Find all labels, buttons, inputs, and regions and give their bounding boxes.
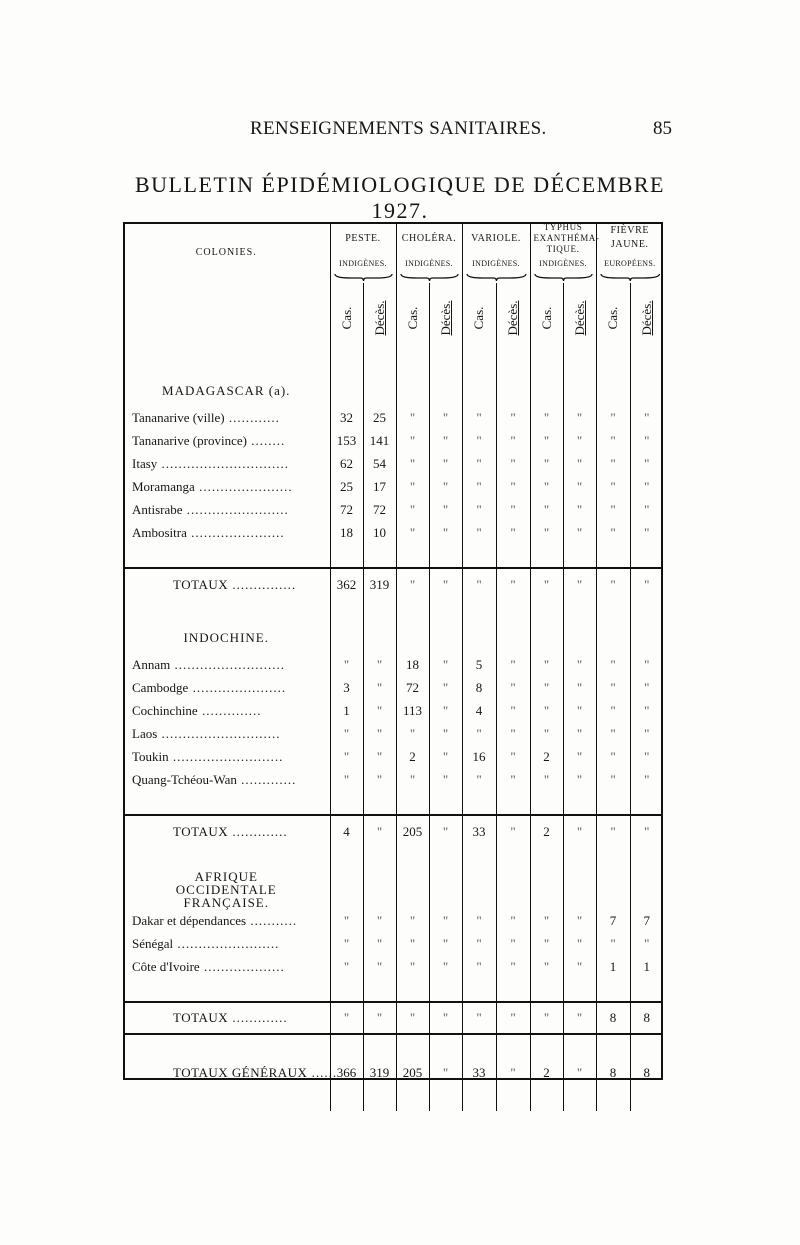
leader-dots: ............. [228,1010,288,1025]
cas-value: 33 [462,1058,496,1088]
cas-value: 4 [330,815,363,847]
cas-value: " [462,955,496,978]
empty-cell [396,1088,429,1111]
cas-value: 72 [330,498,363,521]
table-frame [123,222,663,1080]
deces-value: " [496,768,530,791]
deces-value: " [496,568,530,600]
deces-value: " [563,815,596,847]
cas-value: " [330,745,363,768]
deces-value: " [563,768,596,791]
cas-value: 153 [330,429,363,452]
cas-value: " [396,498,429,521]
deces-value: " [429,406,462,429]
deces-value: " [630,406,663,429]
deces-value: " [429,1058,462,1088]
cas-value: " [396,955,429,978]
deces-label: Décès. [437,300,453,336]
deces-value: " [563,429,596,452]
section-title: AFRIQUE OCCIDENTALE FRANÇAISE. [175,869,277,910]
deces-value: " [429,521,462,544]
cas-value: " [596,429,630,452]
deces-value: " [363,745,396,768]
deces-label: Décès. [638,300,654,336]
deces-value: " [496,406,530,429]
deces-value: " [429,676,462,699]
deces-value: " [563,568,596,600]
deces-value: " [363,815,396,847]
empty-cell [496,1088,530,1111]
spacer-row [123,1088,663,1111]
cas-value: 362 [330,568,363,600]
leader-dots: ........ [246,432,286,448]
cas-value: " [330,1002,363,1034]
cas-value: " [596,406,630,429]
deces-value: " [496,932,530,955]
row-label: TOTAUX [173,1010,229,1025]
leader-dots: ...... [307,1065,338,1080]
empty-cell [630,1088,663,1111]
cas-value: " [462,406,496,429]
deces-value: " [563,955,596,978]
bulletin-title: BULLETIN ÉPIDÉMIOLOGIQUE DE DÉCEMBRE 1927. [135,172,665,223]
cas-value: " [462,1002,496,1034]
deces-value: " [630,452,663,475]
deces-value: " [630,568,663,600]
cas-value: " [396,568,429,600]
cas-value: 205 [396,815,429,847]
row-label: TOTAUX GÉNÉRAUX [173,1065,308,1080]
deces-value: " [429,699,462,722]
cas-value: 2 [530,1058,563,1088]
deces-value: 25 [363,406,396,429]
deces-value: " [429,909,462,932]
cas-value: " [330,768,363,791]
deces-value: " [429,722,462,745]
cas-value: " [462,498,496,521]
disease-name: CHOLÉRA. [401,233,457,244]
deces-value: " [630,722,663,745]
running-title: RENSEIGNEMENTS SANITAIRES. [250,118,547,139]
row-label: Dakar et dépendances [132,912,247,928]
deces-value: " [363,653,396,676]
cas-value: " [462,475,496,498]
cas-value: 8 [596,1058,630,1088]
cas-value: 18 [330,521,363,544]
empty-cell [429,1088,462,1111]
row-label: Toukin [132,748,169,764]
cas-value: " [396,722,429,745]
disease-name: FIÈVRE JAUNE. [610,225,650,250]
cas-value: " [462,932,496,955]
deces-value: " [496,521,530,544]
cas-value: 2 [530,745,563,768]
cas-label: Cas. [538,306,554,330]
cas-value: 33 [462,815,496,847]
cas-value: " [396,475,429,498]
deces-value: " [496,722,530,745]
deces-value: " [630,475,663,498]
deces-label: Décès. [571,300,587,336]
cas-value: 205 [396,1058,429,1088]
deces-value: " [363,699,396,722]
deces-value: " [563,452,596,475]
deces-value: " [630,429,663,452]
deces-value: " [429,768,462,791]
cas-value: " [596,699,630,722]
cas-value: 1 [596,955,630,978]
deces-value: " [496,498,530,521]
page-number: 85 [653,118,672,139]
cas-value: 2 [396,745,429,768]
disease-group: INDIGÈNES. [539,259,587,268]
deces-value: " [363,768,396,791]
cas-value: " [396,406,429,429]
deces-value: " [363,955,396,978]
empty-cell [363,1088,396,1111]
deces-value: 10 [363,521,396,544]
cas-value: " [530,932,563,955]
cas-value: " [530,521,563,544]
deces-value: " [429,475,462,498]
deces-value: " [563,406,596,429]
cas-value: " [462,521,496,544]
row-label: Tananarive (ville) [132,409,225,425]
leader-dots: ............... [228,576,297,592]
empty-cell [330,1088,363,1111]
leader-dots: .......................... [168,748,284,764]
cas-value: 8 [462,676,496,699]
cas-value: " [596,722,630,745]
deces-value: " [496,909,530,932]
deces-value: 8 [630,1058,663,1088]
cas-value: " [462,722,496,745]
deces-value: " [630,653,663,676]
deces-value: " [429,745,462,768]
deces-value: " [496,429,530,452]
deces-value: " [630,768,663,791]
row-label: Tananarive (province) [132,432,247,448]
leader-dots: ........................ [173,935,280,951]
disease-name: VARIOLE. [471,233,521,244]
leader-dots: ........................ [182,501,289,517]
deces-value: " [563,932,596,955]
spacer-cell [123,1088,330,1111]
deces-value: 319 [363,568,396,600]
cas-value: " [530,676,563,699]
cas-value: " [396,452,429,475]
disease-group: INDIGÈNES. [405,259,453,268]
deces-value: " [429,1002,462,1034]
leader-dots: .............................. [157,455,290,471]
cas-value: " [596,498,630,521]
cas-value: " [396,1002,429,1034]
deces-value: " [429,955,462,978]
deces-value: " [496,653,530,676]
deces-value: " [563,1002,596,1034]
cas-label: Cas. [338,306,354,330]
empty-cell [462,1088,496,1111]
empty-cell [530,1088,563,1111]
deces-value: " [429,452,462,475]
cas-value: " [530,475,563,498]
deces-value: " [496,1002,530,1034]
cas-value: " [462,452,496,475]
deces-value: " [496,699,530,722]
deces-value: 8 [630,1002,663,1034]
cas-value: " [530,909,563,932]
row-label: Ambositra [132,524,187,540]
row-label: Laos [132,725,158,741]
cas-value: 2 [530,815,563,847]
cas-value: " [596,768,630,791]
deces-value: " [496,676,530,699]
row-label: Cambodge [132,679,189,695]
deces-value: " [429,429,462,452]
cas-label: Cas. [404,306,420,330]
cas-value: " [530,429,563,452]
deces-value: " [563,498,596,521]
disease-name: TYPHUS EXANTHÉMA-TIQUE. [533,222,600,254]
row-label: Cochinchine [132,702,198,718]
cas-value: " [596,521,630,544]
row-label: Moramanga [132,478,195,494]
deces-value: " [429,815,462,847]
deces-value: 72 [363,498,396,521]
deces-value: " [363,909,396,932]
leader-dots: ............. [236,771,297,787]
deces-value: " [630,521,663,544]
cas-value: 62 [330,452,363,475]
cas-value: " [330,909,363,932]
row-label: Sénégal [132,935,174,951]
disease-group: INDIGÈNES. [339,259,387,268]
leader-dots: ........... [246,912,298,928]
cas-value: " [330,722,363,745]
deces-value: " [630,815,663,847]
cas-value: " [462,429,496,452]
cas-value: " [596,932,630,955]
deces-value: " [563,722,596,745]
empty-cell [563,1088,596,1111]
deces-label: Décès. [505,300,521,336]
deces-value: " [630,676,663,699]
deces-value: " [563,745,596,768]
empty-cell [596,1088,630,1111]
leader-dots: ............. [228,823,288,839]
cas-value: " [596,475,630,498]
cas-value: " [396,768,429,791]
leader-dots: ................... [199,958,285,974]
row-label: TOTAUX [173,823,229,839]
cas-label: Cas. [605,306,621,330]
leader-dots: ...................... [194,478,293,494]
cas-value: " [596,653,630,676]
deces-value: " [630,932,663,955]
cas-value: " [530,1002,563,1034]
deces-value: " [496,1058,530,1088]
deces-value: " [563,676,596,699]
cas-value: " [530,653,563,676]
cas-value: " [530,722,563,745]
disease-name: PESTE. [345,233,381,244]
cas-value: 72 [396,676,429,699]
deces-value: " [429,932,462,955]
cas-value: " [596,745,630,768]
section-title: MADAGASCAR (a). [162,383,291,398]
cas-value: " [462,909,496,932]
deces-value: " [496,815,530,847]
deces-value: 141 [363,429,396,452]
cas-value: 3 [330,676,363,699]
cas-value: " [530,498,563,521]
deces-value: " [429,568,462,600]
deces-value: " [630,498,663,521]
cas-value: 18 [396,653,429,676]
deces-value: " [363,722,396,745]
cas-value: " [530,406,563,429]
deces-value: " [496,475,530,498]
cas-value: 366 [330,1058,363,1088]
deces-value: 7 [630,909,663,932]
deces-value: " [630,745,663,768]
deces-value: " [429,498,462,521]
deces-value: " [563,653,596,676]
deces-value: " [496,955,530,978]
deces-value: 54 [363,452,396,475]
deces-value: " [563,699,596,722]
cas-label: Cas. [471,306,487,330]
deces-label: Décès. [371,300,387,336]
cas-value: " [330,932,363,955]
cas-value: 8 [596,1002,630,1034]
cas-value: 25 [330,475,363,498]
running-head [0,118,800,142]
deces-value: " [496,745,530,768]
cas-value: " [596,676,630,699]
leader-dots: .......................... [170,656,286,672]
deces-value: " [563,909,596,932]
leader-dots: ............ [224,409,280,425]
cas-value: " [530,699,563,722]
deces-value: " [429,653,462,676]
cas-value: " [396,932,429,955]
cas-value: 113 [396,699,429,722]
cas-value: " [530,955,563,978]
cas-value: 32 [330,406,363,429]
deces-value: " [563,521,596,544]
row-label: TOTAUX [173,576,229,592]
row-label: Itasy [132,455,158,471]
section-title: INDOCHINE. [183,630,269,645]
cas-value: 7 [596,909,630,932]
deces-value: 17 [363,475,396,498]
cas-value: " [396,909,429,932]
cas-value: " [396,521,429,544]
cas-value: " [462,768,496,791]
row-label: Quang-Tchéou-Wan [132,771,237,787]
leader-dots: ...................... [186,524,285,540]
disease-group: EUROPÉENS. [604,259,656,268]
deces-value: " [563,1058,596,1088]
cas-value: 4 [462,699,496,722]
deces-value: " [630,699,663,722]
cas-value: " [330,955,363,978]
deces-value: 319 [363,1058,396,1088]
row-label: Antisrabe [132,501,183,517]
deces-value: " [496,452,530,475]
deces-value: 1 [630,955,663,978]
cas-value: 5 [462,653,496,676]
cas-value: " [596,452,630,475]
leader-dots: ...................... [188,679,287,695]
cas-value: " [396,429,429,452]
cas-value: 16 [462,745,496,768]
cas-value: 1 [330,699,363,722]
deces-value: " [363,1002,396,1034]
row-label: Côte d'Ivoire [132,958,200,974]
cas-value: " [330,653,363,676]
cas-value: " [596,815,630,847]
cas-value: " [530,768,563,791]
deces-value: " [363,932,396,955]
disease-group: INDIGÈNES. [472,259,520,268]
cas-value: " [530,568,563,600]
cas-value: " [462,568,496,600]
row-label: Annam [132,656,171,672]
deces-value: " [363,676,396,699]
leader-dots: .............. [197,702,262,718]
cas-value: " [596,568,630,600]
leader-dots: ............................ [157,725,281,741]
colonies-header: COLONIES. [195,247,257,258]
cas-value: " [530,452,563,475]
deces-value: " [563,475,596,498]
